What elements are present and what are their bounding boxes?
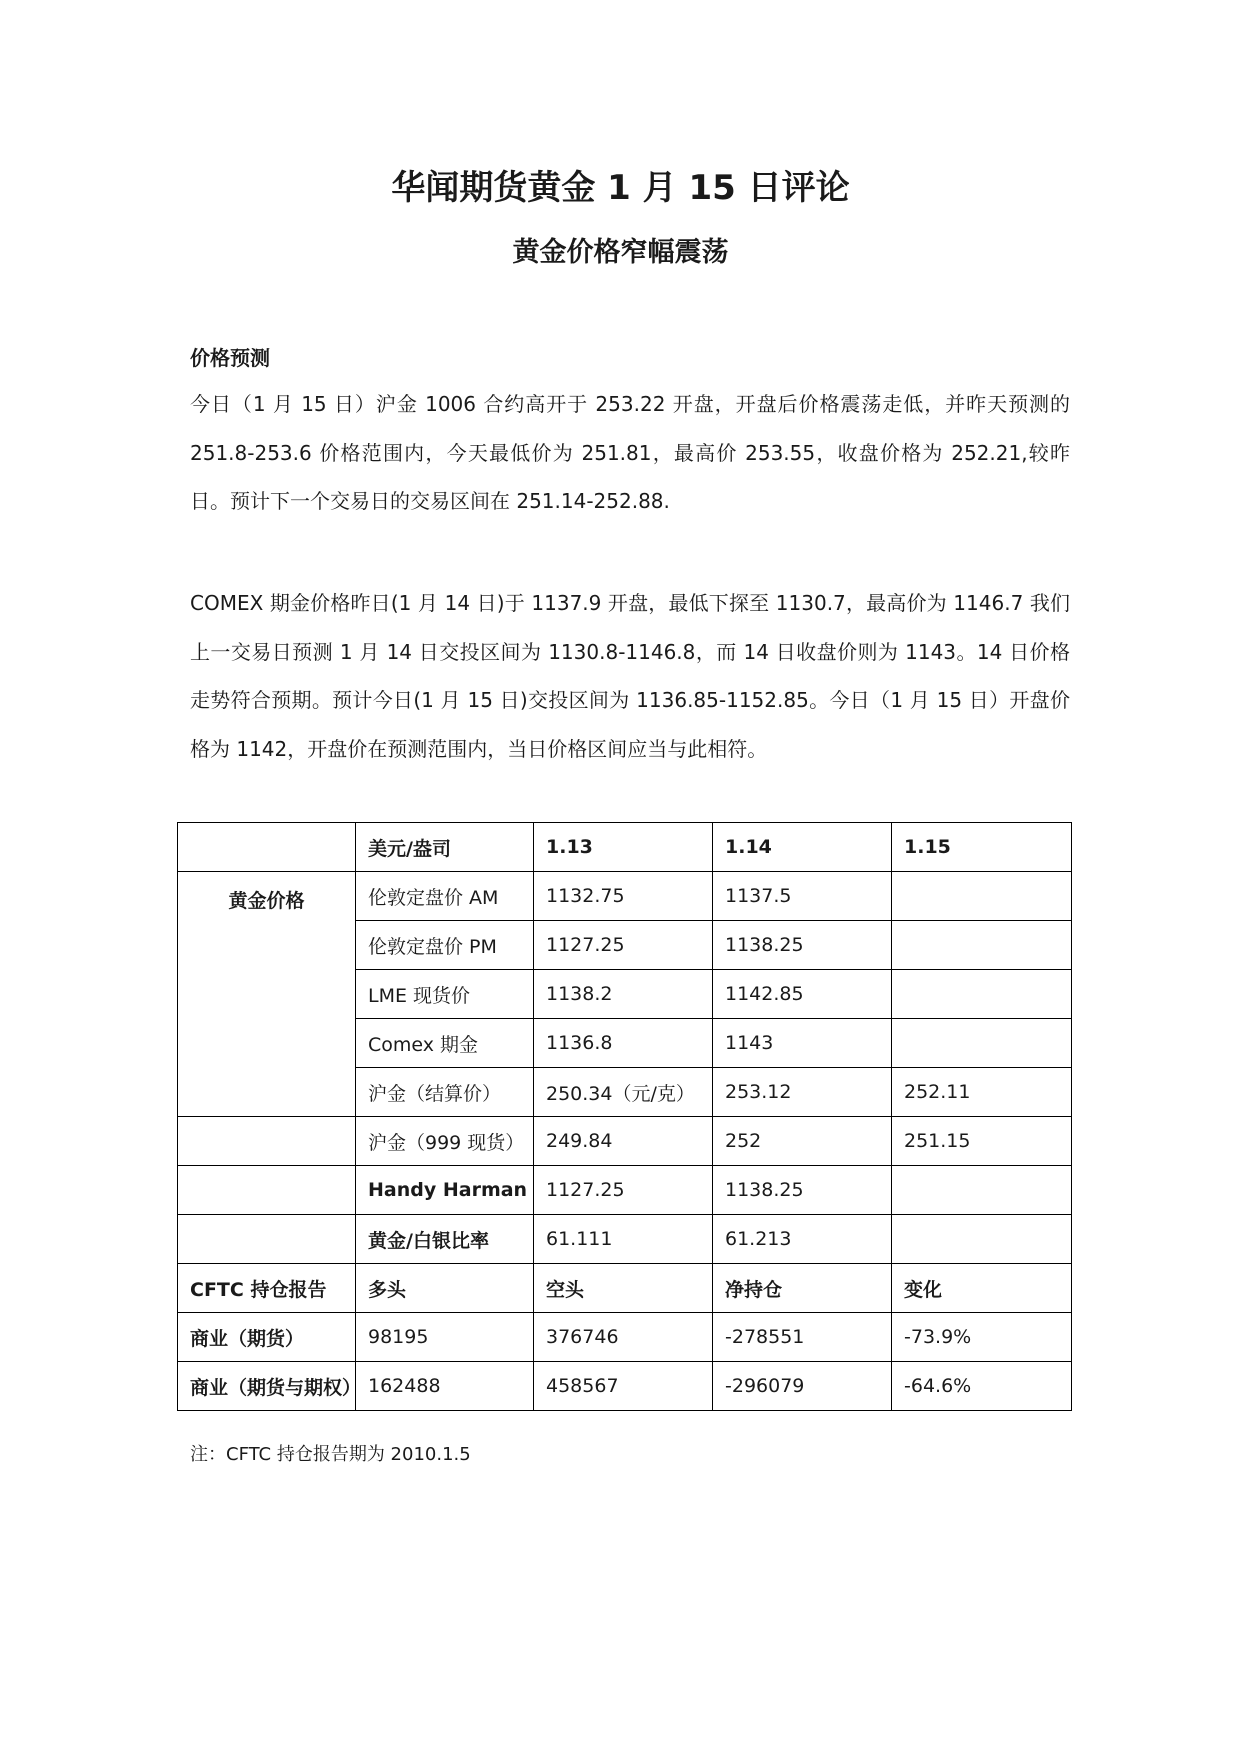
table-cell: -296079: [713, 1362, 892, 1411]
table-cell: [892, 1215, 1072, 1264]
section-heading: 价格预测: [190, 346, 270, 370]
document-title: 华闻期货黄金 1 月 15 日评论: [391, 168, 850, 208]
table-cell: 伦敦定盘价 AM: [356, 872, 534, 921]
table-cell: 162488: [356, 1362, 534, 1411]
table-cell: [892, 921, 1072, 970]
table-cell: [892, 1019, 1072, 1068]
table-cell: [178, 1215, 356, 1264]
table-cell: 沪金（结算价）: [356, 1068, 534, 1117]
table-cell: -278551: [713, 1313, 892, 1362]
table-cell: [178, 1166, 356, 1215]
table-cell: 1138.25: [713, 921, 892, 970]
table-header-cell: 变化: [892, 1264, 1072, 1313]
table-cell: 61.213: [713, 1215, 892, 1264]
table-cell: LME 现货价: [356, 970, 534, 1019]
table-cell: 1143: [713, 1019, 892, 1068]
table-header-cell: CFTC 持仓报告: [178, 1264, 356, 1313]
table-cell: 253.12: [713, 1068, 892, 1117]
table-row: [178, 1362, 1072, 1411]
table-header-cell: 美元/盎司: [356, 823, 534, 872]
table-cell: [892, 1166, 1072, 1215]
table-cell: 61.111: [534, 1215, 713, 1264]
paragraph-comex-gold: COMEX 期金价格昨日(1 月 14 日)于 1137.9 开盘，最低下探至 1130.7，最高价为 1146.7 我们上一交易日预测 1 月 14 日交投区间为 1130.8-1146.8，而 14 日收盘价则为 1143。14 日价格走势符合预期。预计今日(1 月 15 日)交投区间为 1136.85-1152.85。今日（1 月 15 日）开盘价格为 1142，开盘价在预测范围内，当日价格区间应当与此相符。: [190, 591, 1070, 761]
table-cell: 376746: [534, 1313, 713, 1362]
table-header-cell: 空头: [534, 1264, 713, 1313]
table-row: [178, 1166, 1072, 1215]
table-cell: 1137.5: [713, 872, 892, 921]
table-cell: 1138.25: [713, 1166, 892, 1215]
table-header-cell: 多头: [356, 1264, 534, 1313]
table-row: [178, 1215, 1072, 1264]
table-header-cell: 1.13: [534, 823, 713, 872]
table-cell: Handy Harman: [356, 1166, 534, 1215]
table-cell: 98195: [356, 1313, 534, 1362]
table-cell: 1138.2: [534, 970, 713, 1019]
footnote: 注：CFTC 持仓报告期为 2010.1.5: [190, 1444, 471, 1465]
table-cell: [892, 872, 1072, 921]
table-row: [178, 1117, 1072, 1166]
table-cell: 1127.25: [534, 921, 713, 970]
table-header-cell: 净持仓: [713, 1264, 892, 1313]
table-header-cell: 1.14: [713, 823, 892, 872]
table-cell: 252: [713, 1117, 892, 1166]
table-cell: [178, 1117, 356, 1166]
table-cell: 1136.8: [534, 1019, 713, 1068]
table-cell: 伦敦定盘价 PM: [356, 921, 534, 970]
table-cell: 沪金（999 现货）: [356, 1117, 534, 1166]
document-subtitle: 黄金价格窄幅震荡: [512, 237, 729, 268]
table-cell: Comex 期金: [356, 1019, 534, 1068]
table-cell: -73.9%: [892, 1313, 1072, 1362]
table-row: [178, 872, 1072, 921]
table-cell: [178, 823, 356, 872]
paragraph-shanghai-gold: 今日（1 月 15 日）沪金 1006 合约高开于 253.22 开盘，开盘后价格震荡走低，并昨天预测的 251.8-253.6 价格范围内，今天最低价为 251.81，最高价 253.55，收盘价格为 252.21,较昨日。预计下一个交易日的交易区间在 251.14-252.88.: [190, 392, 1070, 513]
table-cell: 1127.25: [534, 1166, 713, 1215]
price-table: [177, 822, 1072, 1411]
table-cell: 1132.75: [534, 872, 713, 921]
table-cell: 251.15: [892, 1117, 1072, 1166]
table-cell: 250.34（元/克）: [534, 1068, 713, 1117]
cftc-header-row: [178, 1264, 1072, 1313]
table-header-cell: 1.15: [892, 823, 1072, 872]
table-cell: 商业（期货）: [178, 1313, 356, 1362]
table-cell: 249.84: [534, 1117, 713, 1166]
table-cell: [892, 970, 1072, 1019]
table-header-row: [178, 823, 1072, 872]
table-cell: 商业（期货与期权）: [178, 1362, 356, 1411]
table-row: [178, 1313, 1072, 1362]
gold-price-group-label: 黄金价格: [178, 872, 356, 1117]
table-cell: 458567: [534, 1362, 713, 1411]
table-cell: -64.6%: [892, 1362, 1072, 1411]
table-cell: 黄金/白银比率: [356, 1215, 534, 1264]
table-cell: 1142.85: [713, 970, 892, 1019]
table-cell: 252.11: [892, 1068, 1072, 1117]
